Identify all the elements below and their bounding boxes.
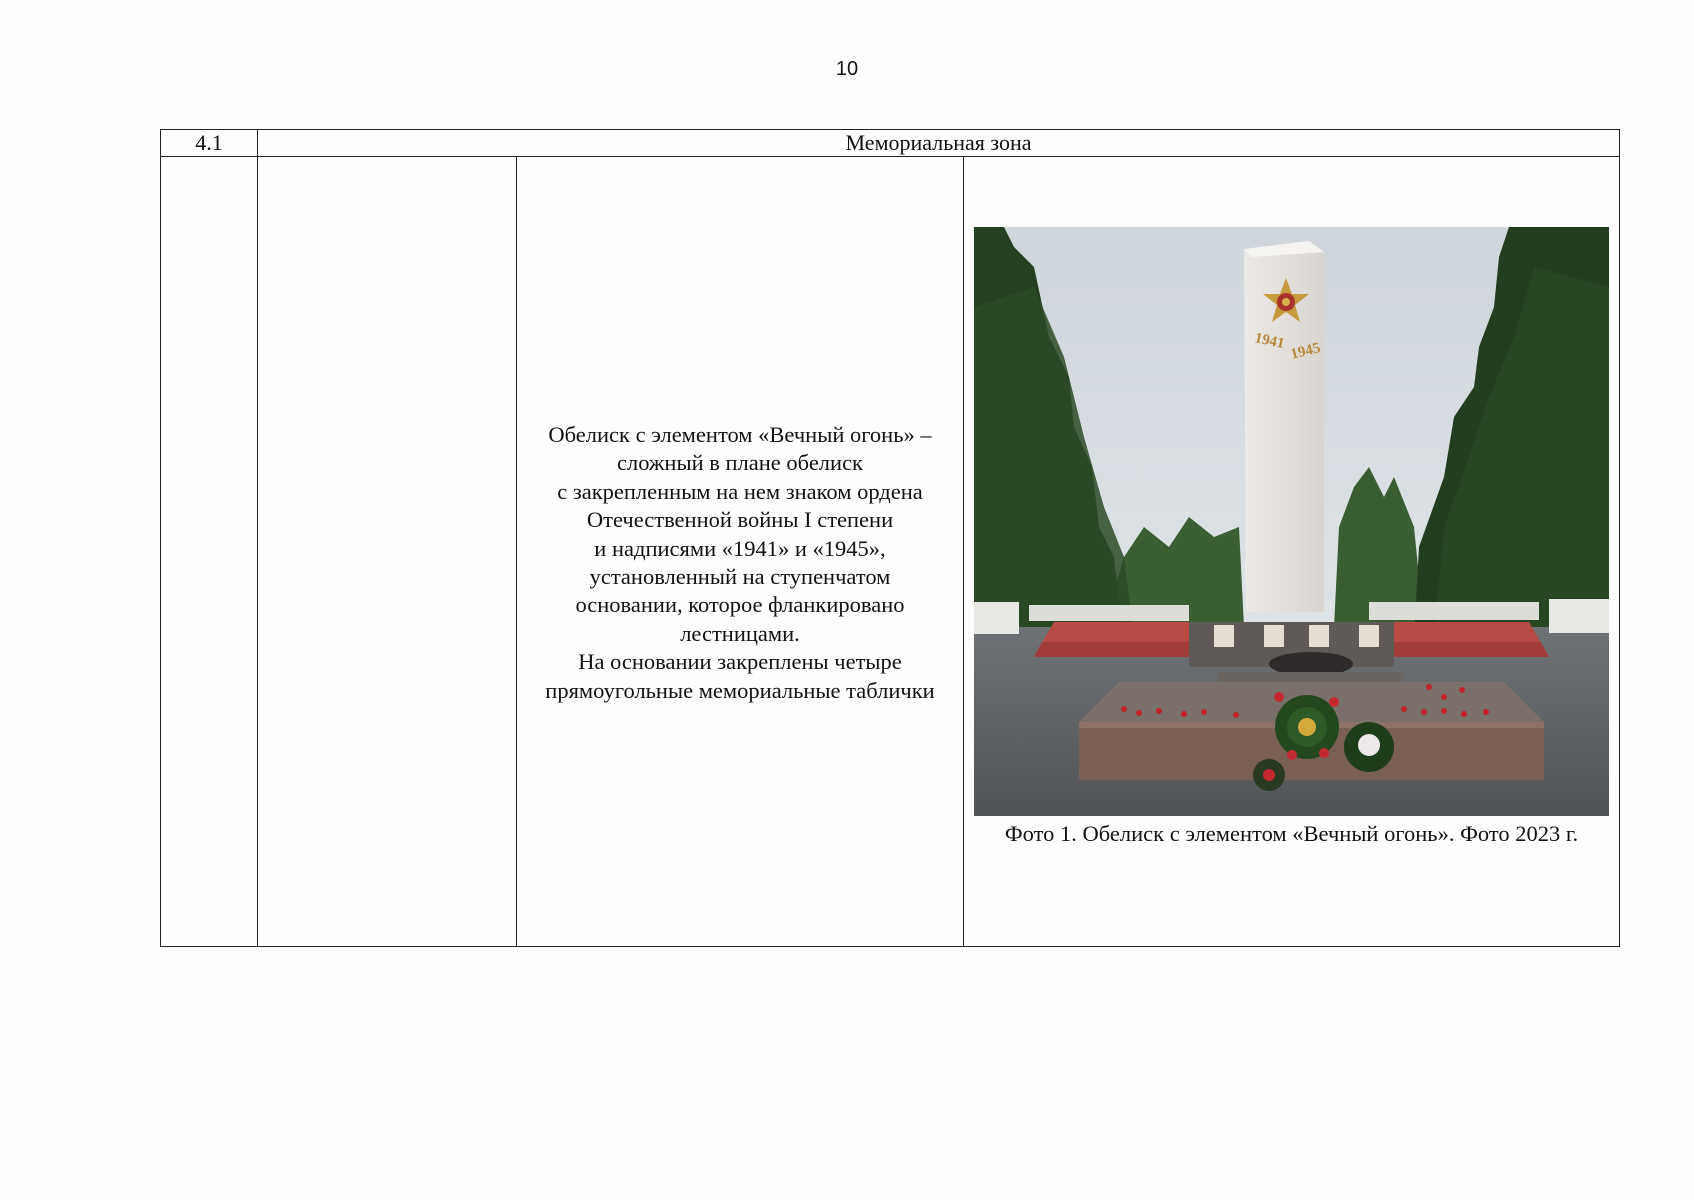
photo-caption: Фото 1. Обелиск с элементом «Вечный огонь». Фото 2023 г.	[1004, 821, 1579, 846]
description-line: Обелиск с элементом «Вечный огонь» –	[548, 422, 932, 447]
description-line: лестницами.	[680, 620, 800, 646]
obelisk-year-1945: 1945	[1289, 340, 1323, 363]
description-line: Отечественной войны I степени	[586, 507, 894, 533]
object-description	[517, 421, 963, 705]
photo-cell	[964, 157, 1620, 947]
object-row	[161, 157, 1620, 947]
empty-name-cell	[258, 157, 517, 947]
description-line: На основании закреплены четыре	[578, 649, 902, 675]
description-line: прямоугольные мемориальные таблички	[545, 677, 935, 703]
description-line: сложный в плане обелиск	[616, 450, 863, 476]
empty-number-cell	[161, 157, 258, 947]
page-number: 10	[835, 58, 859, 80]
section-number: 4.1	[161, 130, 258, 157]
section-header-row	[161, 130, 1620, 157]
description-line: установленный на ступенчатом	[589, 564, 891, 590]
obelisk-year-1941: 1941	[1253, 330, 1286, 353]
description-cell	[517, 157, 964, 947]
description-line: основании, которое фланкировано	[575, 592, 905, 618]
obelisk-photo	[974, 227, 1609, 816]
description-line: и надписями «1941» и «1945»,	[594, 535, 886, 561]
memorial-table	[160, 129, 1620, 947]
description-line: с закрепленным на нем знаком ордена	[557, 478, 923, 504]
section-title: Мемориальная зона	[258, 130, 1620, 157]
